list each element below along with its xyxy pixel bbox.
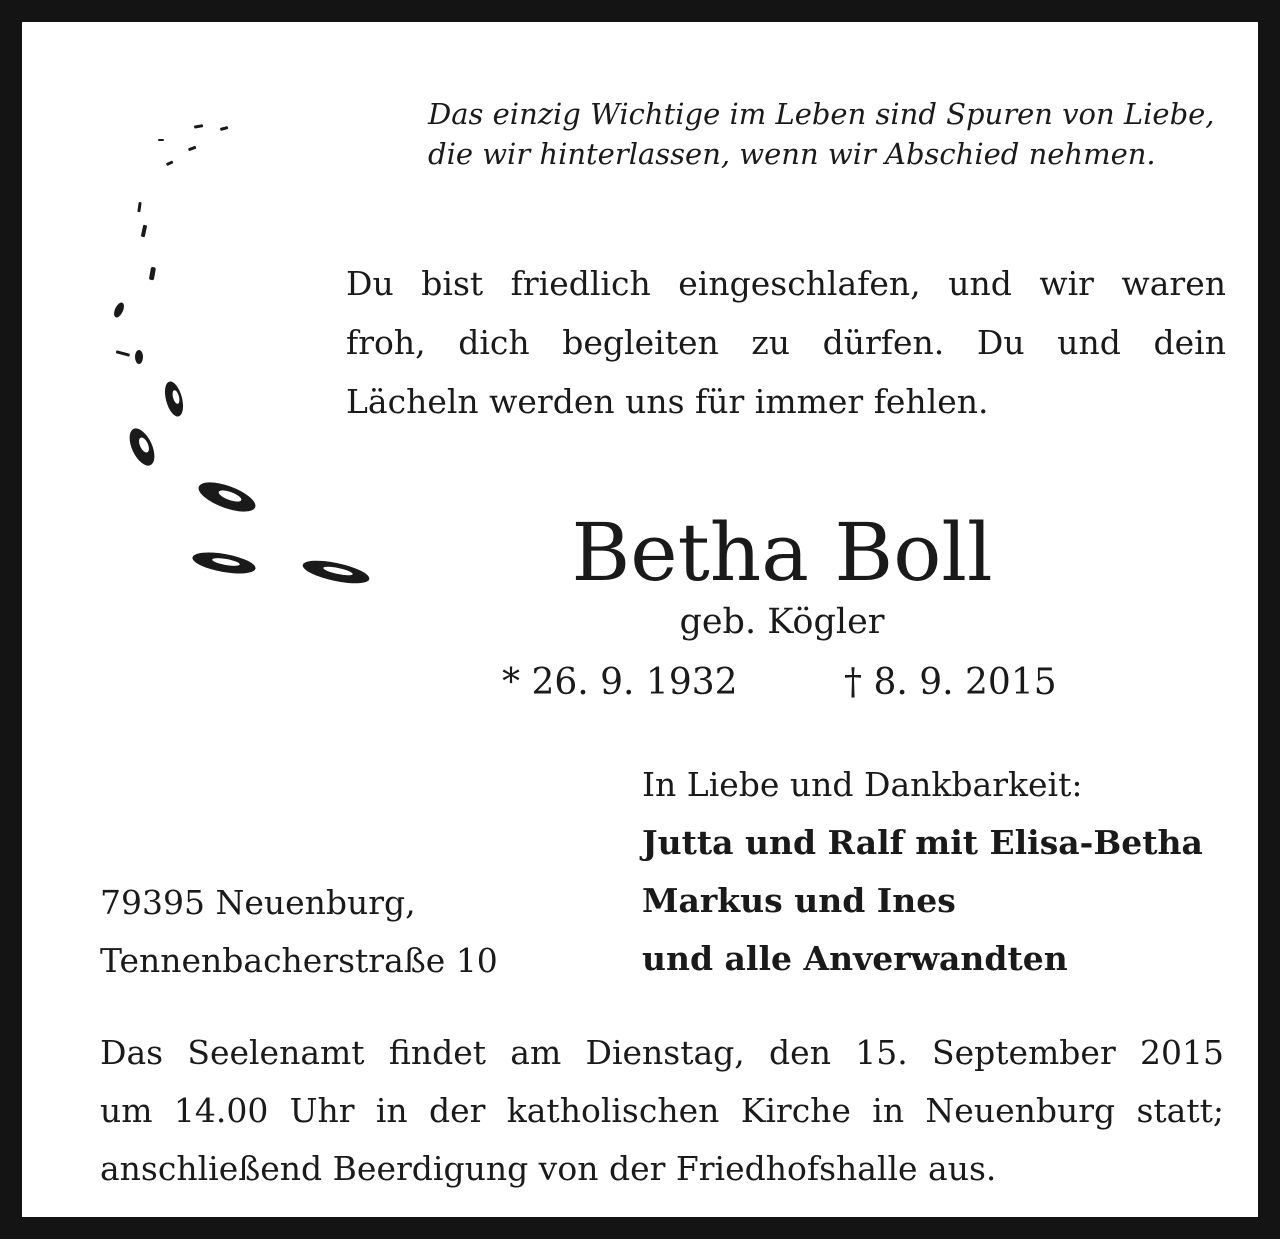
quote [428, 94, 1228, 174]
farewell-line: Lächeln werden uns für immer fehlen. [346, 382, 989, 421]
mourner-name: Jutta und Ralf mit Elisa-Betha [642, 823, 1203, 862]
mourner-name: und alle Anverwandten [642, 939, 1068, 978]
service-info [100, 1024, 1224, 1198]
service-line: anschließend Beerdigung von der Friedhofshalle aus. [100, 1149, 997, 1188]
service-line: Das Seelenamt findet am Dienstag, den 15. September 2015 [100, 1033, 1224, 1072]
address-line: 79395 Neuenburg, [100, 883, 416, 922]
service-line: um 14.00 Uhr in der katholischen Kirche in Neuenburg statt; [100, 1091, 1224, 1130]
farewell-line: froh, dich begleiten zu dürfen. Du und dein [346, 323, 1226, 362]
deceased-name: Betha Boll [571, 506, 993, 599]
address-line: Tennenbacherstraße 10 [100, 941, 498, 980]
birth-date: * 26. 9. 1932 [502, 662, 738, 703]
quote-line: Das einzig Wichtige im Leben sind Spuren von Liebe, [428, 97, 1215, 131]
death-date: † 8. 9. 2015 [844, 662, 1057, 703]
farewell-line: Du bist friedlich eingeschlafen, und wir waren [346, 264, 1226, 303]
maiden-name: geb. Kögler [679, 602, 885, 642]
mourners-intro: In Liebe und Dankbarkeit: [642, 765, 1083, 804]
address [100, 874, 498, 990]
mourner-name: Markus und Ines [642, 881, 956, 920]
mourners [642, 756, 1203, 988]
quote-line: die wir hinterlassen, wenn wir Abschied nehmen. [428, 137, 1156, 171]
farewell-text [346, 254, 1226, 431]
